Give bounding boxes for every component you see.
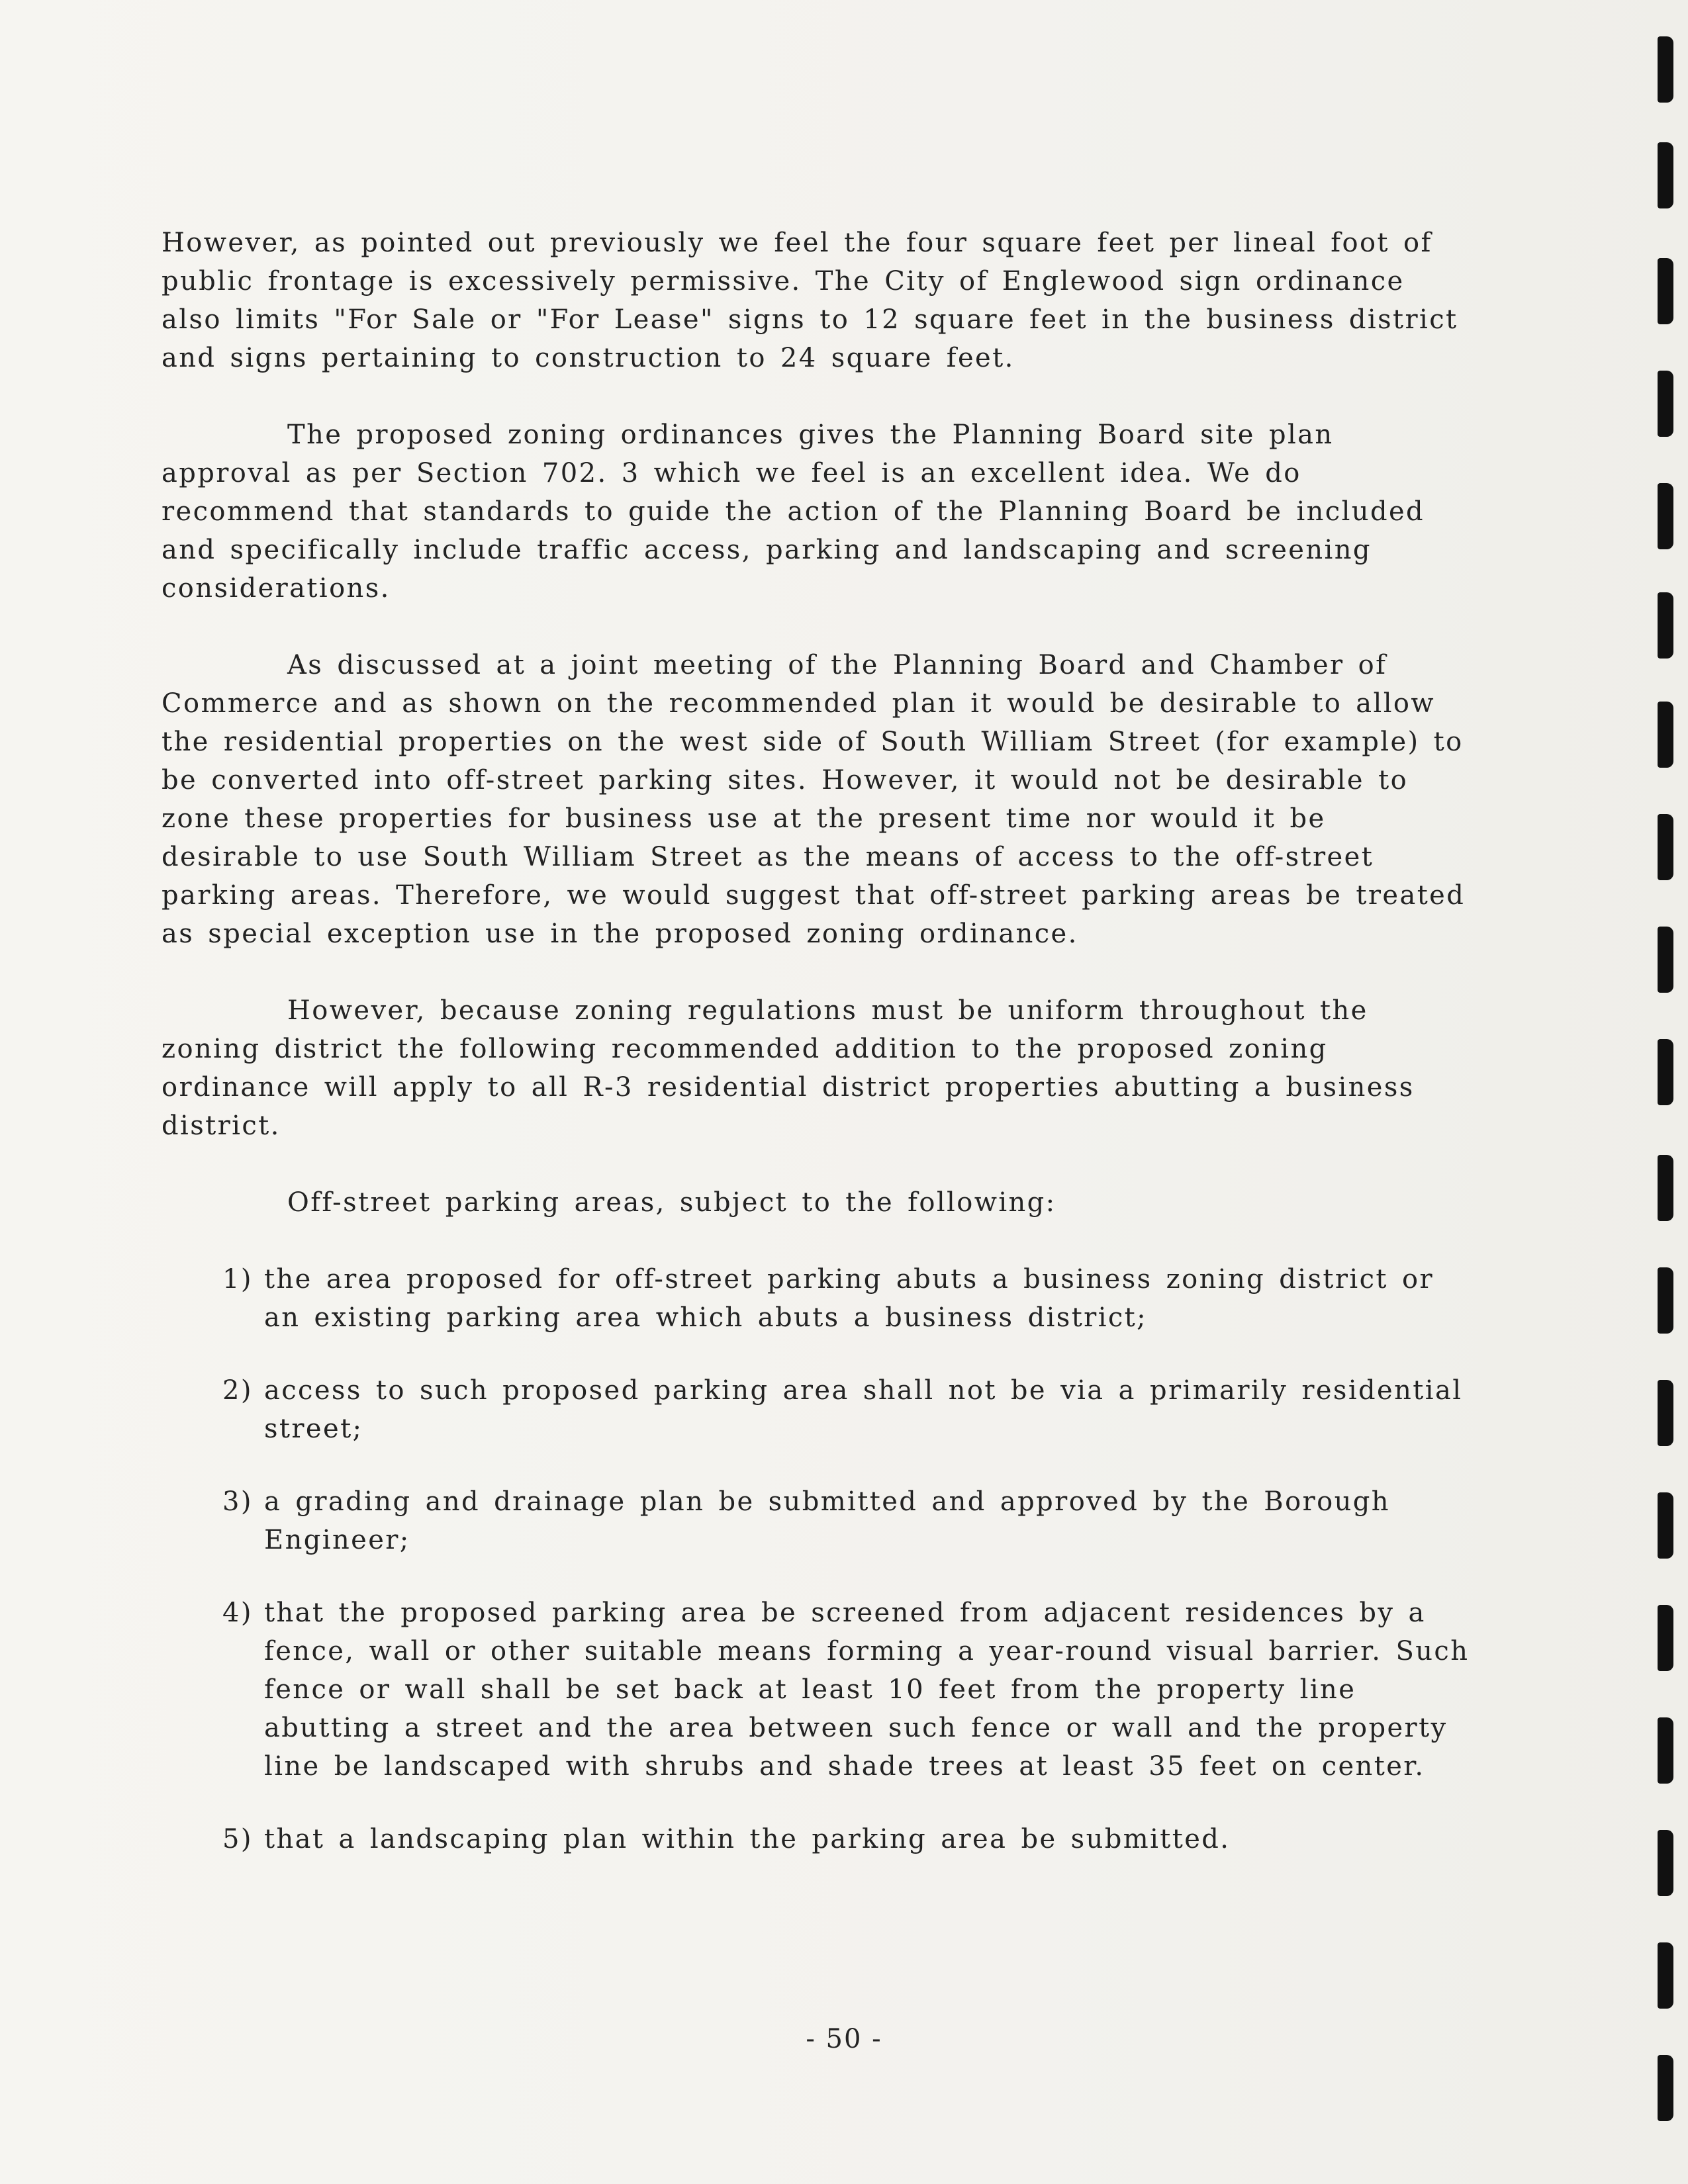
paragraph-2: The proposed zoning ordinances gives the Planning Board site plan approval as per Section 702. 3 which we feel is an excellent idea. We do recommend that standards to guide the action of the Planning Board be included and specifically include traffic access, parking and landscaping and screening considerations. <box>162 420 1425 604</box>
list-item-number: 5) <box>222 1824 253 1854</box>
binding-ring <box>1658 1492 1673 1559</box>
binding-ring <box>1658 1380 1673 1446</box>
binding-ring <box>1658 36 1673 103</box>
list-item-text: a grading and drainage plan be submitted and approved by the Borough Engineer; <box>264 1486 1390 1555</box>
binding-ring <box>1658 927 1673 993</box>
list-item-text: the area proposed for off-street parking abuts a business zoning district or an existing parking area which abuts a business district; <box>264 1264 1434 1333</box>
binding-ring <box>1658 371 1673 437</box>
page-body <box>162 224 1472 1893</box>
binding-ring <box>1658 2055 1673 2121</box>
list-item <box>162 1482 1472 1559</box>
binding-ring <box>1658 1717 1673 1784</box>
paragraph-4: However, because zoning regulations must be uniform throughout the zoning district the following recommended addition to the proposed zoning ordinance will apply to all R-3 residential district properties abutting a business district. <box>162 995 1415 1141</box>
list-item <box>162 1820 1472 1858</box>
binding-ring <box>1658 1942 1673 2009</box>
binding-ring <box>1658 1267 1673 1334</box>
list-intro: Off-street parking areas, subject to the following: <box>287 1187 1056 1218</box>
list-item-number: 3) <box>222 1486 253 1517</box>
list-item <box>162 1260 1472 1337</box>
list-item-number: 4) <box>222 1598 253 1628</box>
list-item-text: access to such proposed parking area shall not be via a primarily residential street; <box>264 1375 1463 1444</box>
list-item-text: that a landscaping plan within the parking area be submitted. <box>264 1824 1231 1854</box>
binding-ring <box>1658 258 1673 324</box>
paragraph-1: However, as pointed out previously we feel the four square feet per lineal foot of public frontage is excessively permissive. The City of Englewood sign ordinance also limits "For Sale or "For Lease" signs to 12 square feet in the business district and signs pertaining to construction to 24 square feet. <box>162 228 1458 373</box>
list-item-text: that the proposed parking area be screened from adjacent residences by a fence, wall or other suitable means forming a year-round visual barrier. Such fence or wall shall be set back at least 10 feet from the property line abutting a street and the area between such fence or wall and the property line be landscaped with shrubs and shade trees at least 35 feet on center. <box>264 1598 1470 1782</box>
paragraph-3: As discussed at a joint meeting of the Planning Board and Chamber of Commerce and as shown on the recommended plan it would be desirable to allow the residential properties on the west side of South William Street (for example) to be converted into off-street parking sites. However, it would not be desirable to zone these properties for business use at the present time nor would it be desirable to use South William Street as the means of access to the off-street parking areas. Therefore, we would suggest that off-street parking areas be treated as special exception use in the proposed zoning ordinance. <box>162 650 1466 949</box>
list-item-number: 2) <box>222 1375 253 1406</box>
list-item <box>162 1371 1472 1448</box>
binding-ring <box>1658 483 1673 549</box>
binding-ring <box>1658 592 1673 659</box>
list-item <box>162 1594 1472 1786</box>
binding-ring <box>1658 142 1673 208</box>
spiral-binding <box>1642 0 1688 2184</box>
list-item-number: 1) <box>222 1264 253 1295</box>
binding-ring <box>1658 702 1673 768</box>
binding-ring <box>1658 1605 1673 1671</box>
conditions-list <box>162 1260 1472 1858</box>
binding-ring <box>1658 1155 1673 1221</box>
binding-ring <box>1658 1039 1673 1105</box>
binding-ring <box>1658 814 1673 880</box>
binding-ring <box>1658 1830 1673 1896</box>
page-number: - 50 - <box>806 2024 882 2054</box>
